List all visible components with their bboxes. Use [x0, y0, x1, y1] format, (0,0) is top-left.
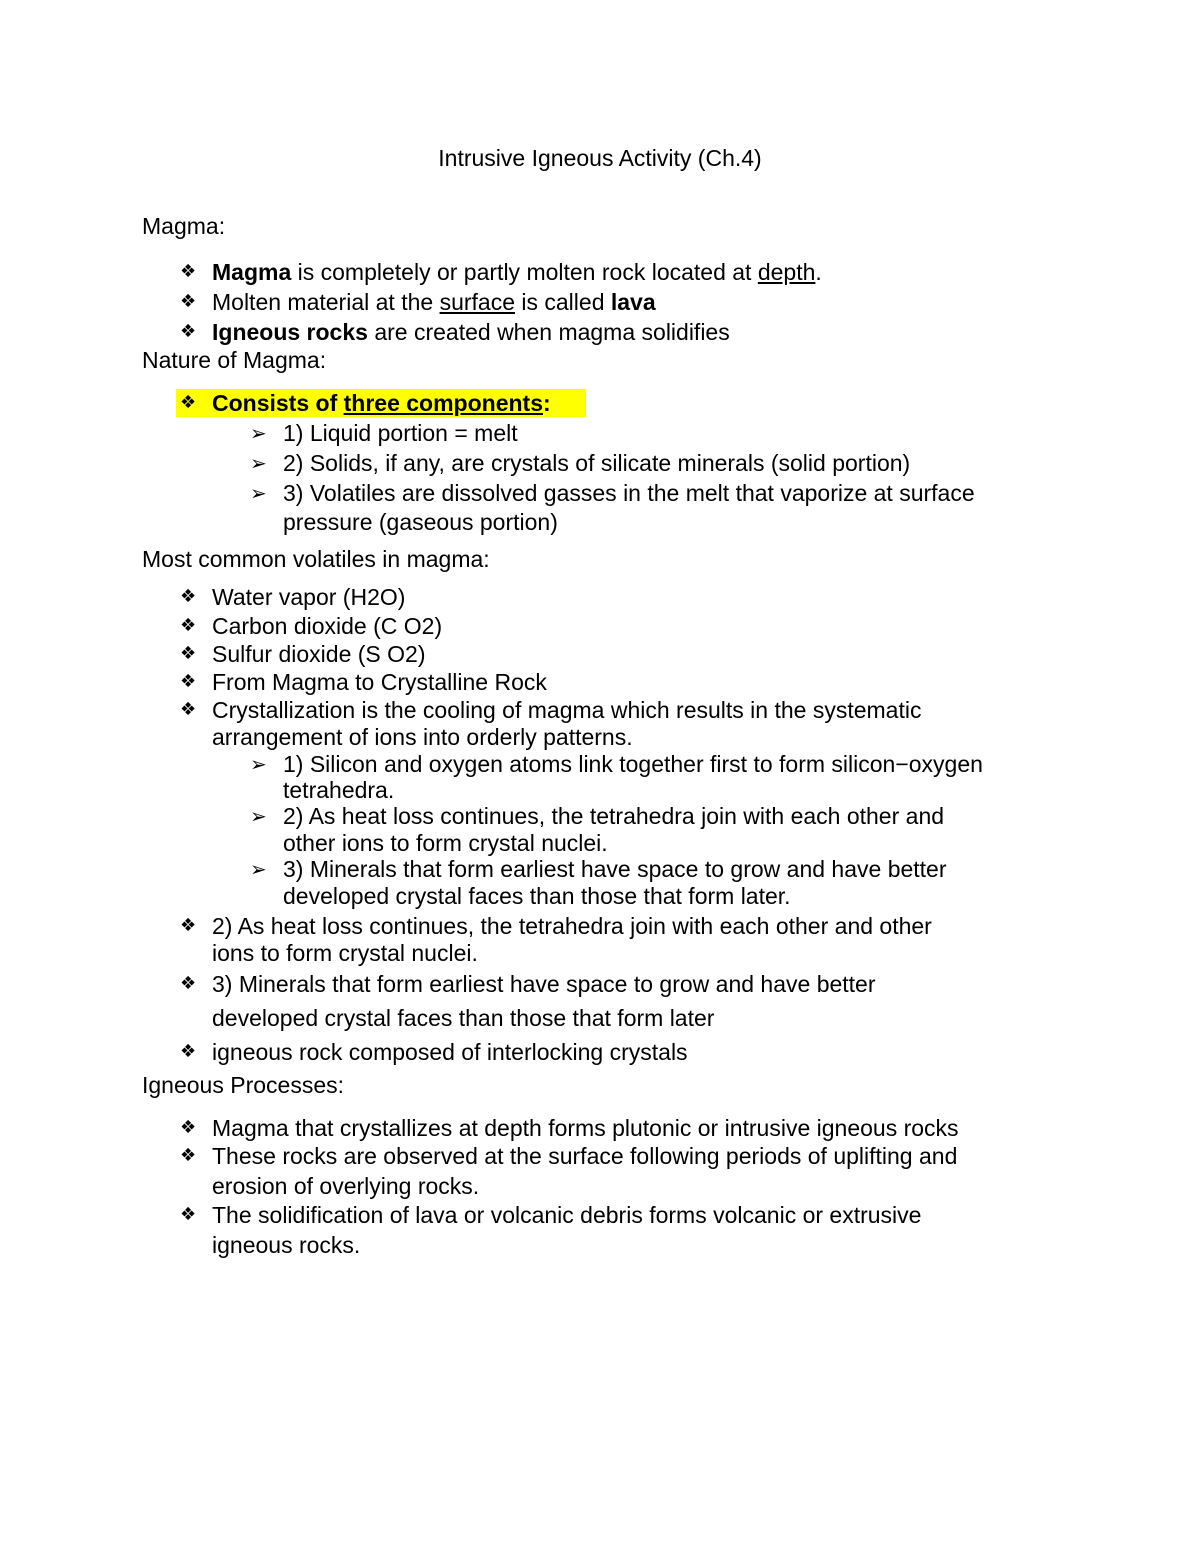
diamond-bullet-icon: ❖ [180, 915, 197, 936]
volatiles-bullet-6-line-2: ions to form crystal nuclei. [212, 940, 478, 966]
nature-sub-3-line-1: 3) Volatiles are dissolved gasses in the melt that vaporize at surface [283, 480, 975, 506]
arrow-bullet-icon: ➢ [250, 752, 267, 776]
diamond-bullet-icon: ❖ [180, 615, 197, 636]
arrow-bullet-icon: ➢ [250, 421, 267, 445]
volatiles-sub-1-line-2: tetrahedra. [283, 777, 395, 803]
volatiles-bullet-1: Water vapor (H2O) [212, 584, 406, 610]
diamond-bullet-icon: ❖ [180, 392, 197, 413]
volatiles-sub-2-line-1: 2) As heat loss continues, the tetrahedra join with each other and [283, 803, 945, 829]
volatiles-bullet-5-line-1: Crystallization is the cooling of magma which results in the systematic [212, 697, 922, 723]
volatiles-sub-2-line-2: other ions to form crystal nuclei. [283, 830, 608, 856]
diamond-bullet-icon: ❖ [180, 1204, 197, 1225]
volatiles-sub-3-line-1: 3) Minerals that form earliest have space to grow and have better [283, 856, 947, 882]
diamond-bullet-icon: ❖ [180, 1145, 197, 1166]
processes-bullet-3-line-2: igneous rocks. [212, 1232, 361, 1258]
nature-heading: Nature of Magma: [142, 347, 327, 373]
diamond-bullet-icon: ❖ [180, 261, 197, 282]
diamond-bullet-icon: ❖ [180, 643, 197, 664]
volatiles-heading: Most common volatiles in magma: [142, 546, 490, 572]
magma-heading: Magma: [142, 213, 226, 239]
volatiles-sub-1-line-1: 1) Silicon and oxygen atoms link together first to form silicon−oxygen [283, 751, 983, 777]
processes-heading: Igneous Processes: [142, 1072, 345, 1098]
page-title: Intrusive Igneous Activity (Ch.4) [438, 145, 762, 171]
nature-sub-3-line-2: pressure (gaseous portion) [283, 509, 558, 535]
diamond-bullet-icon: ❖ [180, 321, 197, 342]
diamond-bullet-icon: ❖ [180, 1041, 197, 1062]
volatiles-bullet-7-line-2: developed crystal faces than those that form later [212, 1005, 715, 1031]
nature-bullet-1: Consists of three components: [212, 390, 551, 416]
processes-bullet-3-line-1: The solidification of lava or volcanic debris forms volcanic or extrusive [212, 1202, 922, 1228]
volatiles-bullet-2: Carbon dioxide (C O2) [212, 613, 443, 639]
magma-bullet-3: Igneous rocks are created when magma solidifies [212, 319, 730, 345]
diamond-bullet-icon: ❖ [180, 586, 197, 607]
volatiles-bullet-5-line-2: arrangement of ions into orderly patterns. [212, 724, 633, 750]
nature-sub-1: 1) Liquid portion = melt [283, 420, 518, 446]
arrow-bullet-icon: ➢ [250, 857, 267, 881]
diamond-bullet-icon: ❖ [180, 973, 197, 994]
nature-sub-2: 2) Solids, if any, are crystals of silicate minerals (solid portion) [283, 450, 911, 476]
processes-bullet-2-line-1: These rocks are observed at the surface following periods of uplifting and [212, 1143, 958, 1169]
processes-bullet-1: Magma that crystallizes at depth forms plutonic or intrusive igneous rocks [212, 1115, 959, 1141]
volatiles-bullet-3: Sulfur dioxide (S O2) [212, 641, 426, 667]
magma-bullet-2: Molten material at the surface is called lava [212, 289, 656, 315]
volatiles-bullet-4: From Magma to Crystalline Rock [212, 669, 547, 695]
diamond-bullet-icon: ❖ [180, 699, 197, 720]
arrow-bullet-icon: ➢ [250, 481, 267, 505]
arrow-bullet-icon: ➢ [250, 451, 267, 475]
magma-bullet-1: Magma is completely or partly molten rock located at depth. [212, 259, 822, 285]
volatiles-bullet-8: igneous rock composed of interlocking crystals [212, 1039, 688, 1065]
diamond-bullet-icon: ❖ [180, 671, 197, 692]
processes-bullet-2-line-2: erosion of overlying rocks. [212, 1173, 480, 1199]
volatiles-bullet-7-line-1: 3) Minerals that form earliest have space to grow and have better [212, 971, 876, 997]
volatiles-sub-3-line-2: developed crystal faces than those that form later. [283, 883, 791, 909]
diamond-bullet-icon: ❖ [180, 1117, 197, 1138]
arrow-bullet-icon: ➢ [250, 804, 267, 828]
diamond-bullet-icon: ❖ [180, 291, 197, 312]
volatiles-bullet-6-line-1: 2) As heat loss continues, the tetrahedra join with each other and other [212, 913, 932, 939]
